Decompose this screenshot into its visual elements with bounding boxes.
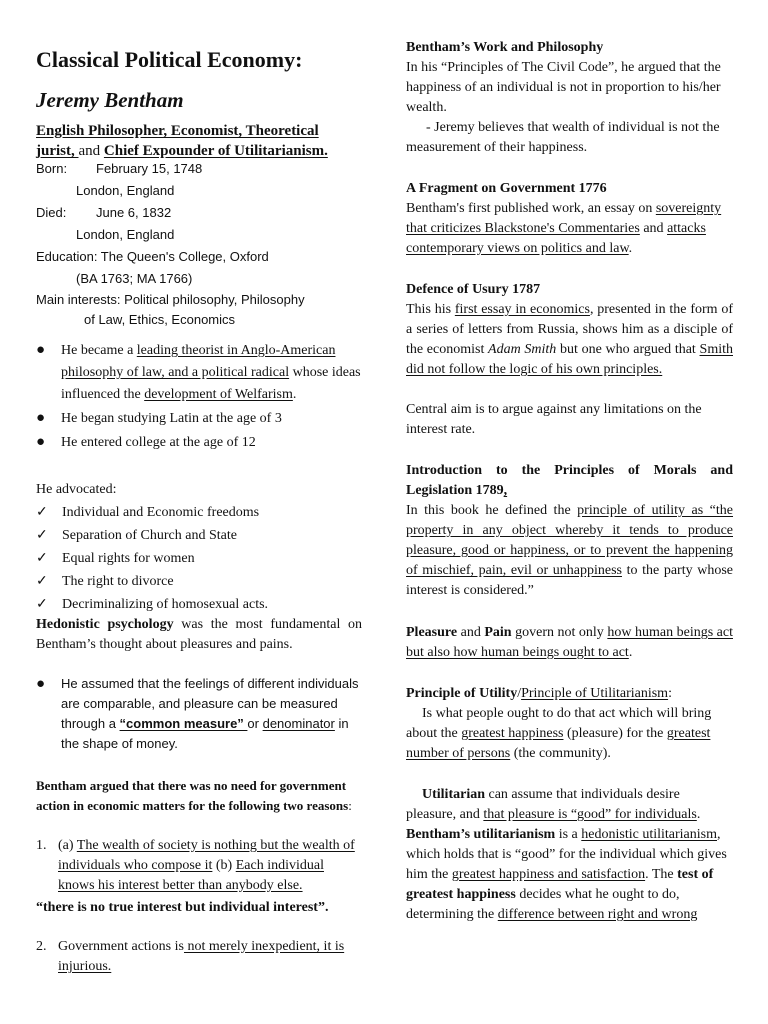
- assumed-bullet: [36, 674, 362, 754]
- bullet1-welfarism: development of Welfarism: [144, 387, 293, 402]
- checkmark-icon: ✓: [36, 551, 48, 566]
- ut-text2: , which holds that is “good” for the individual which gives him the: [406, 827, 727, 882]
- bio-section: [36, 158, 362, 330]
- intro-heading: [406, 461, 733, 501]
- hedonistic-text: was the most fundamental on Bentham’s thought about pleasures and pains.: [36, 617, 363, 652]
- usury-smith-logic: Smith did not follow the logic of his own principles.: [406, 342, 733, 377]
- reason-2: [36, 937, 362, 977]
- list-item: [36, 408, 362, 430]
- subtitle: [36, 121, 362, 161]
- reason2-injurious: not merely inexpedient, it is injurious.: [58, 939, 345, 974]
- reason-1: [36, 836, 362, 896]
- bullet-icon: ●: [36, 675, 46, 692]
- adam-smith: Adam Smith: [488, 342, 557, 357]
- advocated-section: [36, 478, 362, 616]
- utility-text: Is what people ought to do that act which will bring about the: [406, 706, 712, 741]
- intro-principle: principle of utility as “the property in any object whereby it tends to produce pleasure, good or happiness, or to prevent the happening of mischief, pain, evil or unhappiness: [406, 503, 734, 578]
- pp-and: and: [457, 625, 485, 640]
- right-and-wrong: difference between right and wrong: [497, 907, 698, 922]
- born-date: February 15, 1748: [96, 161, 203, 176]
- checkmark-icon: ✓: [36, 528, 48, 543]
- intro-title: Introduction to the Principles of Morals and Legislation 1789: [406, 463, 733, 498]
- pp-text: govern not only: [511, 625, 608, 640]
- died-place: London, England: [76, 227, 175, 242]
- hedonistic-utilitarianism: hedonistic utilitarianism: [581, 827, 717, 842]
- pleasure-pain-paragraph: [406, 623, 733, 663]
- bullet1-period: .: [292, 387, 297, 402]
- utility-text2: (pleasure) for the: [563, 726, 667, 741]
- utility-end: (the community).: [510, 746, 611, 761]
- check-item: The right to divorce: [62, 574, 174, 589]
- work-paragraph: In his “Principles of The Civil Code”, he argued that the happiness of an individual is not in proportion to his/her wealth.: [406, 60, 721, 115]
- list-item: [36, 674, 362, 754]
- list-item: [36, 340, 362, 406]
- list-item: [36, 937, 362, 977]
- ut-text3: decides what he ought to do, determining the: [406, 887, 680, 922]
- usury-text: This his: [406, 302, 455, 317]
- page-title: Classical Political Economy:: [36, 47, 303, 72]
- greatest-satisfaction: greatest happiness and satisfaction: [451, 867, 646, 882]
- utility-slash: /: [517, 686, 522, 701]
- fragment-attacks: attacks contemporary views on politics and law: [406, 221, 706, 256]
- work-heading: Bentham’s Work and Philosophy: [406, 40, 604, 55]
- reason2-number: 2.: [36, 939, 47, 954]
- pain-term: Pain: [484, 625, 512, 640]
- fragment-and: and: [639, 221, 668, 236]
- hedonistic-paragraph: [36, 615, 362, 655]
- bullet2-text: He began studying Latin at the age of 3: [61, 411, 282, 426]
- utility-paragraph: [406, 704, 733, 764]
- fragment-sovereignty: sovereignty that criticizes Blackstone's Commentaries: [406, 201, 722, 236]
- born-label: Born:: [36, 161, 68, 176]
- argued-colon: :: [348, 798, 352, 813]
- fragment-period: .: [628, 241, 633, 256]
- intro-paragraph: [406, 501, 733, 601]
- bullet1-text2: whose ideas influenced the: [61, 365, 361, 402]
- education-line2: (BA 1763; MA 1766): [76, 271, 193, 286]
- died-date: June 6, 1832: [96, 205, 172, 220]
- born-place: London, England: [76, 183, 175, 198]
- denominator: denominator: [262, 716, 335, 731]
- check-item: Separation of Church and State: [62, 528, 237, 543]
- greatest-number: greatest number of persons: [406, 726, 711, 761]
- assumed-or: or: [247, 716, 263, 731]
- benthams-utilitarianism: Bentham’s utilitarianism: [406, 827, 556, 842]
- reason1-a: (a): [58, 838, 77, 853]
- pp-human-beings: how human beings act but also how human beings ought to act: [406, 625, 733, 660]
- interests-line2: of Law, Ethics, Economics: [84, 312, 236, 327]
- hedonistic-term: Hedonistic psychology: [36, 617, 174, 632]
- bullet1-underlined: leading theorist in Anglo-American philosophy of law, and a political radical: [61, 343, 336, 380]
- assumed-end: in the shape of money.: [61, 716, 349, 751]
- subtitle-jurist: jurist,: [36, 143, 79, 159]
- fragment-heading: A Fragment on Government 1776: [406, 181, 607, 196]
- subtitle-line1: English Philosopher, Economist, Theoretical: [36, 123, 319, 139]
- intro-text: In this book he defined the: [406, 503, 578, 518]
- usury-text2: , presented in the form of a series of letters from Russia, shows him as a disciple of the economist: [406, 302, 734, 357]
- utilitarian-term: Utilitarian: [422, 787, 485, 802]
- education-line1: Education: The Queen's College, Oxford: [36, 249, 269, 264]
- subtitle-chief: Chief Expounder of Utilitarianism.: [103, 143, 328, 159]
- reason1-wealth: The wealth of society is nothing but the wealth of individuals who compose it: [58, 838, 355, 873]
- list-item: [36, 501, 362, 524]
- bullet-icon: ●: [36, 434, 46, 450]
- usury-paragraph: [406, 300, 733, 380]
- bullet3-text: He entered college at the age of 12: [61, 435, 256, 450]
- check-item: Decriminalizing of homosexual acts.: [62, 597, 269, 612]
- utility-colon: :: [668, 686, 672, 701]
- reason1-number: 1.: [36, 838, 47, 853]
- checkmark-icon: ✓: [36, 574, 48, 589]
- greatest-happiness: greatest happiness: [461, 726, 564, 741]
- subtitle-and: and: [78, 143, 104, 159]
- interest-quote: “there is no true interest but individual interest”.: [36, 900, 329, 915]
- check-item: Equal rights for women: [62, 551, 195, 566]
- work-note: - Jeremy believes that wealth of individual is not the measurement of their happiness.: [406, 120, 720, 155]
- usury-text3: but one who argued that: [556, 342, 700, 357]
- test-of-happiness: test of greatest happiness: [406, 867, 714, 902]
- utilitarian-paragraph: [406, 785, 733, 925]
- ut-text: can assume that individuals desire pleasure, and: [406, 787, 680, 822]
- bullet-icon: ●: [36, 342, 46, 358]
- advocated-heading: He advocated:: [36, 482, 117, 497]
- died-label: Died:: [36, 205, 67, 220]
- list-item: [36, 570, 362, 593]
- usury-aim: Central aim is to argue against any limitations on the interest rate.: [406, 402, 702, 437]
- pp-period: .: [628, 645, 633, 660]
- ut-period: .: [696, 807, 701, 822]
- fragment-paragraph: [406, 199, 733, 259]
- list-item: [36, 836, 362, 896]
- checkmark-icon: ✓: [36, 597, 48, 612]
- bullet-icon: ●: [36, 410, 46, 426]
- reason1-individual: Each individual knows his interest better than anybody else.: [58, 858, 324, 893]
- utility-term: Principle of Utility: [406, 686, 518, 701]
- list-item: [36, 593, 362, 616]
- bullet-list: [36, 340, 362, 454]
- interests-line1: Main interests: Political philosophy, Philosophy: [36, 292, 305, 307]
- usury-first-essay: first essay in economics: [454, 302, 590, 317]
- assumed-text: He assumed that the feelings of different individuals are comparable, and pleasure can be measured through a: [61, 676, 359, 731]
- reason2-text: Government actions is: [58, 939, 184, 954]
- reason1-b: (b): [212, 858, 236, 873]
- fragment-text: Bentham's first published work, an essay on: [406, 201, 656, 216]
- argued-paragraph: [36, 776, 362, 816]
- ut-the: . The: [645, 867, 678, 882]
- common-measure: “common measure”: [119, 716, 248, 731]
- utilitarianism-term: Principle of Utilitarianism: [521, 686, 669, 701]
- intro-end: to the party whose interest is considered.”: [406, 563, 733, 598]
- intro-comma: ,: [503, 483, 508, 498]
- list-item: [36, 547, 362, 570]
- ut-pleasure-good: that pleasure is “good” for individuals: [483, 807, 697, 822]
- check-item: Individual and Economic freedoms: [62, 505, 260, 520]
- list-item: [36, 432, 362, 454]
- argued-bold: Bentham argued that there was no need for government action in economic matters for the following two reasons: [36, 778, 349, 813]
- checkmark-icon: ✓: [36, 505, 48, 520]
- ut-is-a: is a: [555, 827, 582, 842]
- bullet1-text: He became a: [61, 343, 137, 358]
- utility-heading: [406, 684, 733, 704]
- person-name: Jeremy Bentham: [36, 88, 184, 112]
- pleasure-term: Pleasure: [406, 625, 458, 640]
- usury-heading: Defence of Usury 1787: [406, 282, 541, 297]
- list-item: [36, 524, 362, 547]
